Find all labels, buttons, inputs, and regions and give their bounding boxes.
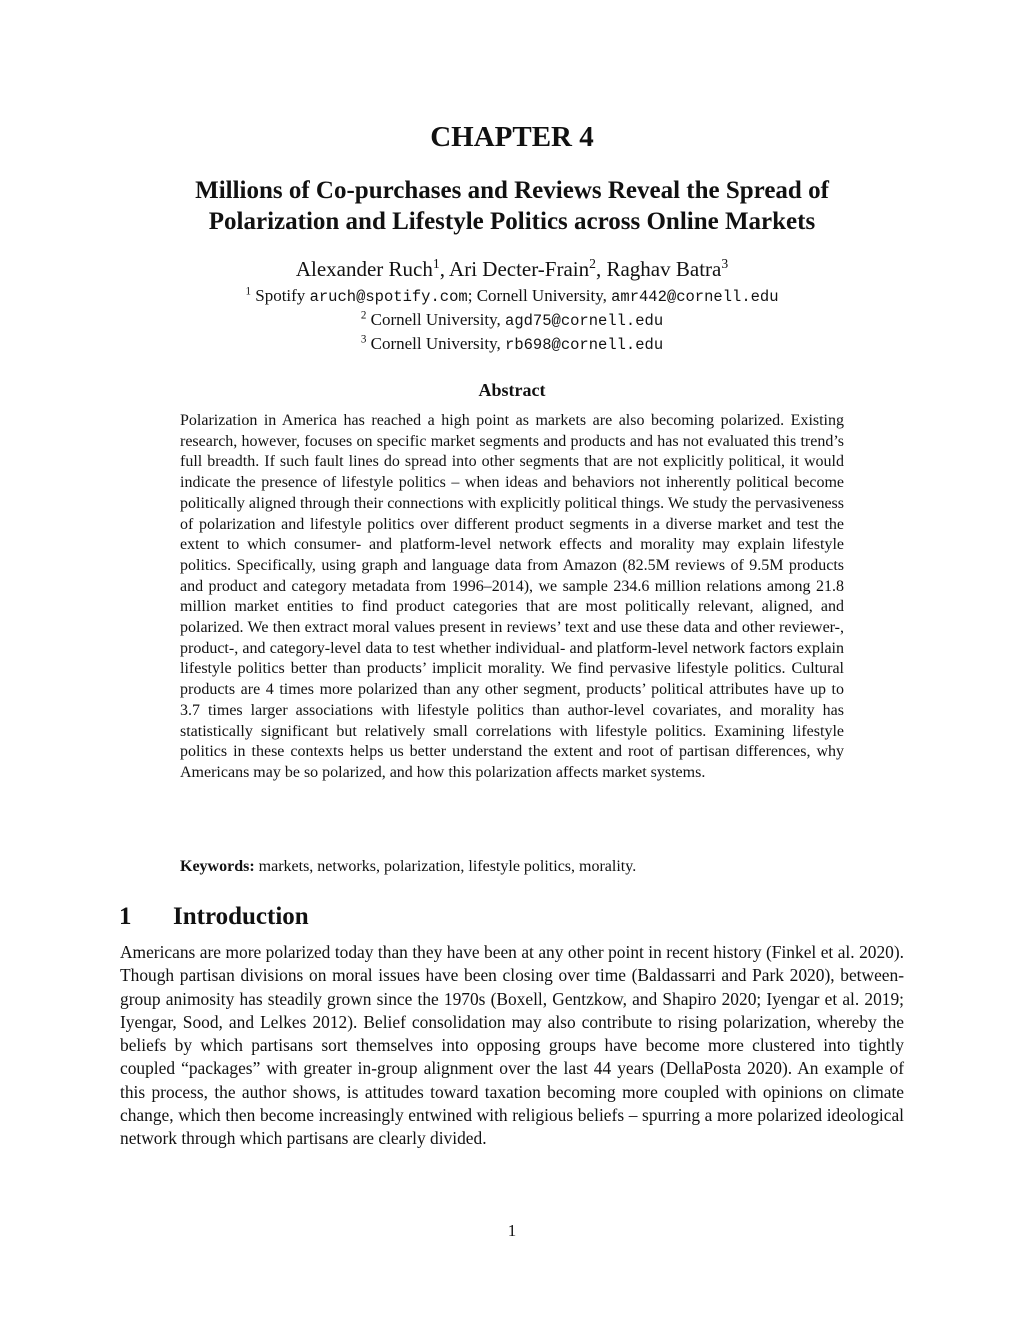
chapter-label: CHAPTER 4 [430, 121, 594, 153]
author-name: Alexander Ruch [295, 257, 433, 281]
affiliation-2 [0, 309, 1024, 332]
paper-title [112, 175, 912, 237]
abstract-text: Polarization in America has reached a high point as markets are also becoming polarized. Existing research, however, focuses on specific market segments and products and has not evaluated this trend’s full breadth. If such fault lines do spread into other segments that are not explicitly political, it would indicate the presence of lifestyle politics – when ideas and behaviors not inherently political become politically aligned through their connections with explicitly political things. We study the pervasiveness of polarization and lifestyle politics over different product segments in a diverse market and test the extent to which consumer- and platform-level network effects and morality may explain lifestyle politics. Specifically, using graph and language data from Amazon (82.5M reviews of 9.5M products and product and category metadata from 1996–2014), we sample 234.6 million relations among 21.8 million market entities to find product categories that are most politically relevant, aligned, and polarized. We then extract moral values present in reviews’ text and use these data and other reviewer-, product-, and category-level data to test whether individual- and platform-level network factors explain lifestyle politics better than products’ implicit morality. We find pervasive lifestyle politics. Cultural products are 4 times more polarized than any other segment, products’ political attributes have up to 3.7 times larger associations with lifestyle politics than author-level covariates, and morality has statistically significant but relatively small correlations with lifestyle politics. Examining lifestyle politics in these contexts helps us better understand the extent and root of partisan differences, why Americans may be so polarized, and how this polarization affects market systems. [180, 412, 844, 781]
keywords [180, 856, 844, 878]
page-number: 1 [507, 1221, 517, 1240]
affiliation-marker: 3 [360, 333, 367, 346]
author-name: Ari Decter-Frain [449, 257, 590, 281]
keywords-list: markets, networks, polarization, lifestyle politics, morality. [254, 858, 637, 875]
author-list [0, 255, 1024, 283]
email-link[interactable]: rb698@cornell.edu [505, 336, 664, 354]
affiliation-org: Cornell University, [370, 334, 506, 353]
affiliation-org: Cornell University, [476, 286, 612, 305]
keywords-label: Keywords: [180, 858, 255, 875]
affiliation-org: Spotify [255, 286, 310, 305]
section-title: Introduction [173, 903, 309, 930]
author-name: Raghav Batra [606, 257, 722, 281]
section-heading-introduction [119, 900, 309, 934]
section-number: 1 [119, 903, 132, 930]
email-link[interactable]: amr442@cornell.edu [611, 288, 779, 306]
author-separator: , [595, 257, 607, 281]
author-separator: , [439, 257, 450, 281]
abstract-heading: Abstract [478, 380, 546, 400]
email-link[interactable]: agd75@cornell.edu [505, 312, 664, 330]
title-line-1: Millions of Co-purchases and Reviews Reveal the Spread of [195, 177, 829, 204]
affiliation-org: Cornell University, [370, 310, 506, 329]
affiliation-separator: ; [467, 286, 477, 305]
introduction-paragraph: Americans are more polarized today than they have been at any other point in recent history (Finkel et al. 2020). Though partisan divisions on moral issues have been closing over time (Baldassarri and Park 2020), between-group animosity has steadily grown since the 1970s (Boxell, Gentzkow, and Shapiro 2020; Iyengar et al. 2019; Iyengar, Sood, and Lelkes 2012). Belief consolidation may also contribute to rising polarization, whereby the beliefs by which partisans sort themselves into opposing groups have become more clustered into tightly coupled “packages” with greater in-group alignment over the last 44 years (DellaPosta 2020). An example of this process, the author shows, is attitudes toward taxation becoming more coupled with opinions on climate change, which then become increasingly entwined with religious beliefs – spurring a more polarized ideological network through which partisans are clearly divided. [120, 942, 904, 1149]
affiliation-1 [0, 285, 1024, 308]
affiliation-marker: 2 [360, 309, 367, 322]
author-affiliation-marker: 1 [432, 256, 440, 271]
email-link[interactable]: aruch@spotify.com [309, 288, 468, 306]
author-affiliation-marker: 3 [721, 256, 729, 271]
title-line-2: Polarization and Lifestyle Politics across Online Markets [208, 208, 816, 235]
affiliation-3 [0, 333, 1024, 356]
author-affiliation-marker: 2 [589, 256, 596, 271]
affiliation-marker: 1 [245, 285, 251, 298]
